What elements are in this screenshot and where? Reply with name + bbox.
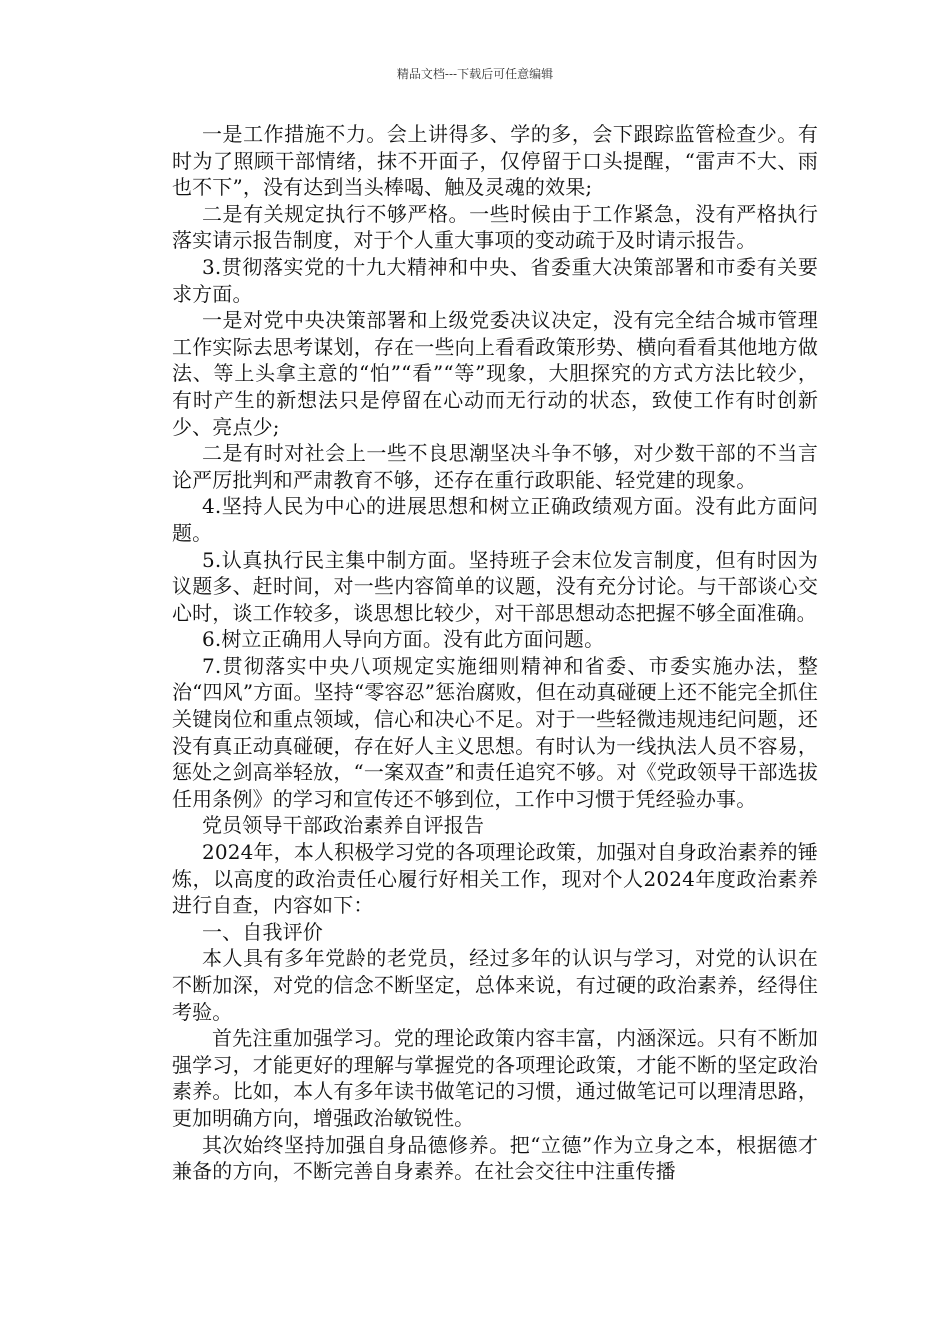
paragraph: 其次始终坚持加强自身品德修养。把“立德”作为立身之本，根据德才兼备的方向，不断完善自身素养。在社会交往中注重传播	[172, 1132, 818, 1184]
section-heading: 7.贯彻落实中央八项规定实施细则精神和省委、市委实施办法，整治“四风”方面。坚持“零容忍”惩治腐败，但在动真碰硬上还不能完全抓住关键岗位和重点领域，信心和决心不足。对于一些轻微违规违纪问题，还没有真正动真碰硬，存在好人主义思想。有时认为一线执法人员不容易，惩处之剑高举轻放，“一案双查”和责任追究不够。对《党政领导干部选拔任用条例》的学习和宣传还不够到位，工作中习惯于凭经验办事。	[172, 653, 818, 811]
page-header: 精品文档---下载后可任意编辑	[396, 67, 554, 81]
section-heading: 5.认真执行民主集中制方面。坚持班子会末位发言制度，但有时因为议题多、赶时间，对一些内容简单的议题，没有充分讨论。与干部谈心交心时，谈工作较多，谈思想比较少，对干部思想动态把握不够全面准确。	[172, 547, 818, 625]
paragraph: 一是对党中央决策部署和上级党委决议决定，没有完全结合城市管理工作实际去思考谋划，存在一些向上看看政策形势、横向看看其他地方做法、等上头拿主意的“怕”“看”“等”现象，大胆探究的方式方法比较少，有时产生的新想法只是停留在心动而无行动的状态，致使工作有时创新少、亮点少;	[172, 308, 818, 439]
paragraph: 二是有关规定执行不够严格。一些时候由于工作紧急，没有严格执行落实请示报告制度，对于个人重大事项的变动疏于及时请示报告。	[172, 201, 818, 253]
section-heading: 4.坚持人民为中心的进展思想和树立正确政绩观方面。没有此方面问题。	[172, 494, 818, 545]
section-heading: 6.树立正确用人导向方面。没有此方面问题。	[202, 627, 605, 652]
paragraph: 二是有时对社会上一些不良思潮坚决斗争不够，对少数干部的不当言论严厉批判和严肃教育不够，还存在重行政职能、轻党建的现象。	[172, 441, 818, 492]
report-title: 党员领导干部政治素养自评报告	[202, 813, 485, 838]
paragraph: 首先注重加强学习。党的理论政策内容丰富，内涵深远。只有不断加强学习，才能更好的理解与掌握党的各项理论政策，才能不断的坚定政治素养。比如，本人有多年读书做笔记的习惯，通过做笔记可以理清思路，更加明确方向，增强政治敏锐性。	[172, 1026, 818, 1130]
paragraph: 2024年，本人积极学习党的各项理论政策，加强对自身政治素养的锤炼，以高度的政治责任心履行好相关工作，现对个人2024年度政治素养进行自查，内容如下：	[172, 840, 818, 918]
section-heading: 一、自我评价	[202, 919, 323, 944]
document-body	[172, 121, 818, 1185]
paragraph: 本人具有多年党龄的老党员，经过多年的认识与学习，对党的认识在不断加深，对党的信念不断坚定，总体来说，有过硬的政治素养，经得住考验。	[172, 946, 818, 1024]
paragraph: 一是工作措施不力。会上讲得多、学的多，会下跟踪监管检查少。有时为了照顾干部情绪，抹不开面子，仅停留于口头提醒，“雷声不大、雨也不下”，没有达到当头棒喝、触及灵魂的效果;	[172, 122, 818, 200]
section-heading: 3.贯彻落实党的十九大精神和中央、省委重大决策部署和市委有关要求方面。	[172, 254, 818, 306]
